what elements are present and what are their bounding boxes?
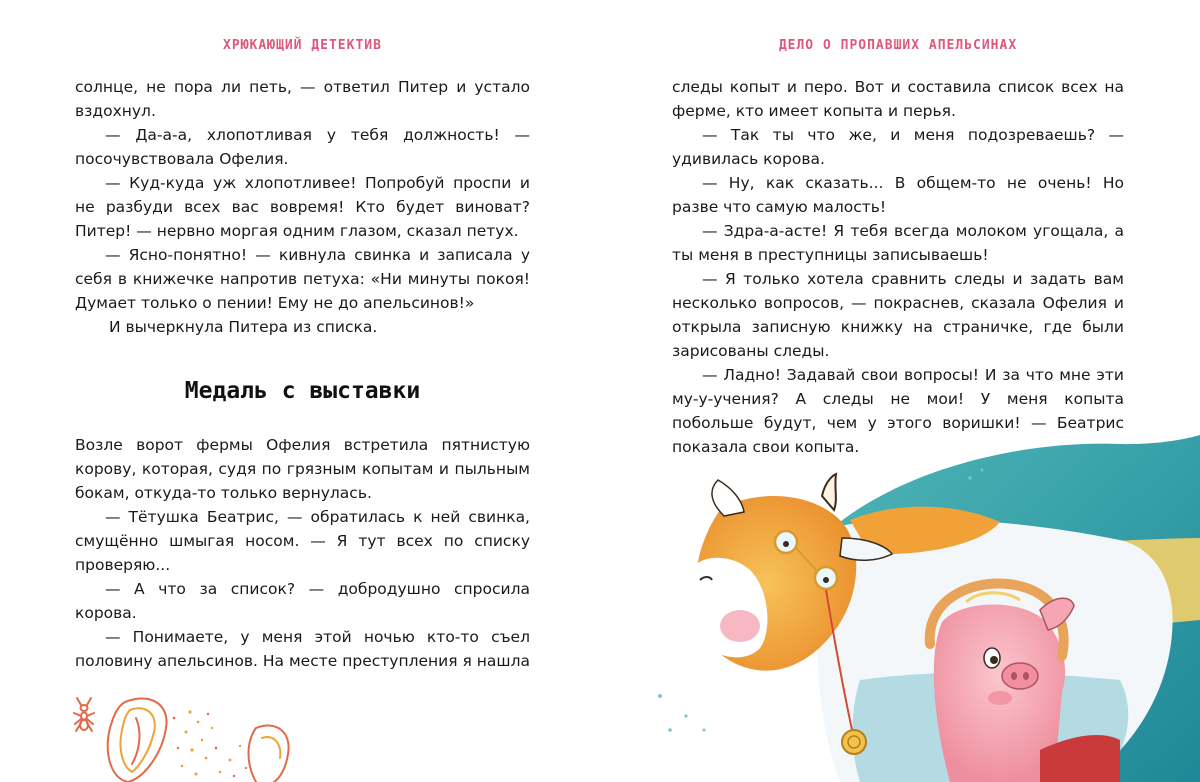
paragraph: И вычеркнула Питера из списка. (109, 318, 378, 336)
left-top-text (75, 75, 530, 339)
paragraph: — Да-а-а, хлопотливая у тебя должность! — посочувствовала Офелия. (75, 126, 530, 168)
paragraph: — Куд-куда уж хлопотливее! Попробуй проспи и не разбуди всех вас вовремя! Кто будет виноват? Питер! — нервно моргая одним глазом, сказал петух. (75, 174, 530, 240)
paragraph: — Я только хотела сравнить следы и задать вам несколько вопросов, — покраснев, сказала Офелия и открыла записную книжку на страничке, где были зарисованы следы. (672, 270, 1124, 360)
left-chapter-text (75, 433, 530, 673)
paragraph: — Тётушка Беатрис, — обратилась к ней свинка, смущённо шмыгая носом. — Я тут всех по списку проверяю... (75, 508, 530, 574)
left-running-head: ХРЮКАЮЩИЙ ДЕТЕКТИВ (223, 38, 382, 53)
paragraph: Возле ворот фермы Офелия встретила пятнистую корову, которая, судя по грязным копытам и пыльным бокам, откуда-то только вернулась. (75, 436, 530, 502)
paragraph: — Ну, как сказать... В общем-то не очень! Но разве что самую малость! (672, 174, 1124, 216)
paragraph: — Ясно-понятно! — кивнула свинка и записала у себя в книжечке напротив петуха: «Ни минуты покоя! Думает только о пении! Ему не до апельсинов!» (75, 246, 530, 312)
right-text (672, 75, 1124, 459)
paragraph: солнце, не пора ли петь, — ответил Питер и устало вздохнул. (75, 78, 530, 120)
cow-and-pig-illustration (600, 430, 1200, 782)
paragraph: — Так ты что же, и меня подозреваешь? — удивилась корова. (672, 126, 1124, 168)
paragraph: — Ладно! Задавай свои вопросы! И за что мне эти му-у-учения? А следы не мои! У меня копыта побольше будут, чем у этого воришки! — Беатрис показала свои копыта. (672, 366, 1124, 456)
paragraph: — А что за список? — добродушно спросила корова. (75, 580, 530, 622)
paragraph: — Понимаете, у меня этой ночью кто-то съел половину апельсинов. На месте преступления я нашла (75, 628, 530, 670)
chapter-title: Медаль с выставки (184, 378, 421, 404)
ant-and-seeds-decoration-icon (70, 688, 330, 782)
right-page (600, 0, 1200, 782)
right-running-head: ДЕЛО О ПРОПАВШИХ АПЕЛЬСИНАХ (778, 38, 1018, 53)
paragraph: — Здра-а-асте! Я тебя всегда молоком угощала, а ты меня в преступницы записываешь! (672, 222, 1124, 264)
paragraph: следы копыт и перо. Вот и составила список всех на ферме, кто имеет копыта и перья. (672, 78, 1124, 120)
